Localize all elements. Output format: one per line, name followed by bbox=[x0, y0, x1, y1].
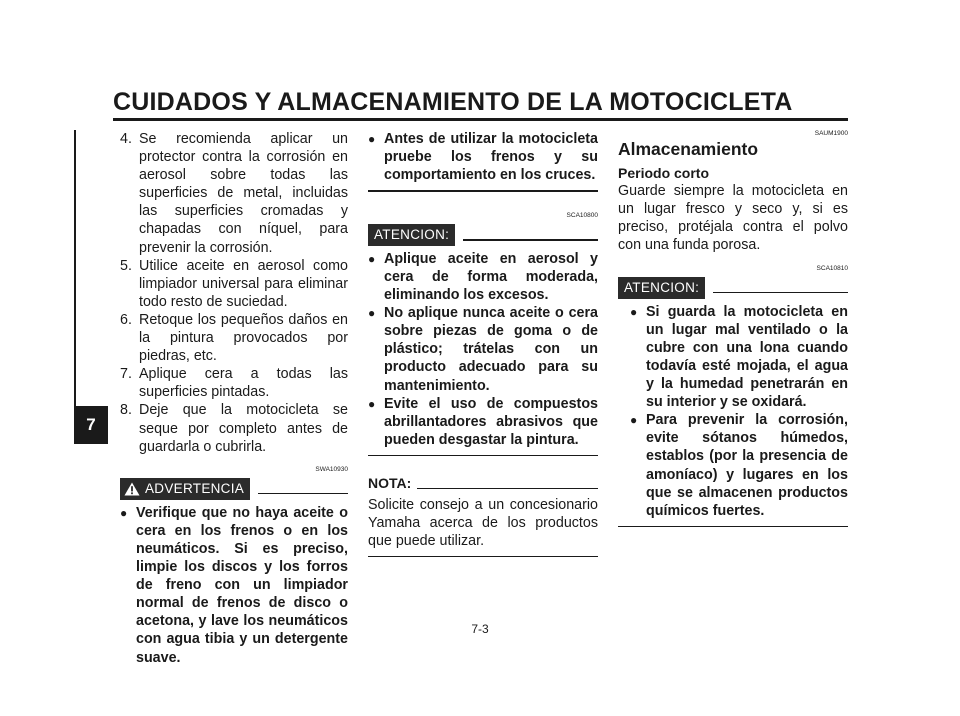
step-text: Se recomienda aplicar un protector contra la corrosión en aerosol sobre todas las superficies de metal, incluidas las superficies cromadas y chapadas con níquel, para prevenir la corrosión. bbox=[139, 131, 348, 256]
bullet-icon: ● bbox=[368, 306, 376, 321]
warning-list-continued bbox=[368, 130, 598, 184]
warning-end-rule bbox=[368, 190, 598, 192]
warning-list bbox=[120, 504, 348, 667]
section-paragraph: Guarde siempre la motocicleta en un lugar fresco y seco y, si es preciso, protéjala contra el polvo con una funda porosa. bbox=[618, 183, 848, 254]
step-text: Aplique cera a todas las superficies pintadas. bbox=[139, 366, 348, 401]
step-number: 6. bbox=[120, 311, 132, 328]
step-item bbox=[120, 130, 348, 257]
warning-item bbox=[368, 130, 598, 184]
warning-label: ADVERTENCIA bbox=[145, 480, 245, 496]
step-text: Utilice aceite en aerosol como limpiador universal para eliminar todo resto de suciedad. bbox=[139, 257, 348, 310]
step-text: Retoque los pequeños daños en la pintura provocados por piedras, etc. bbox=[139, 311, 348, 365]
warning-item-text: Antes de utilizar la motocicleta pruebe los frenos y su comportamiento en los cruces. bbox=[384, 131, 598, 184]
attention-end-rule bbox=[368, 455, 598, 457]
bullet-icon: ● bbox=[120, 505, 128, 520]
attention-item bbox=[630, 411, 848, 520]
note-header bbox=[368, 474, 598, 492]
warning-header-rule bbox=[258, 493, 348, 495]
attention-item bbox=[368, 250, 598, 304]
step-item bbox=[120, 365, 348, 401]
warning-item bbox=[120, 504, 348, 667]
bullet-icon: ● bbox=[630, 413, 638, 428]
step-number: 4. bbox=[120, 131, 132, 147]
section-code: SAUM1900 bbox=[814, 130, 848, 137]
attention-item-text: No aplique nunca aceite o cera sobre piezas de goma o de plástico; trátelas con un producto adecuado para su mantenimiento. bbox=[384, 305, 598, 394]
attention-end-rule bbox=[618, 526, 848, 528]
warning-header bbox=[120, 478, 348, 500]
attention-code: SCA10810 bbox=[816, 264, 848, 272]
page-number: 7-3 bbox=[471, 622, 489, 636]
note-end-rule bbox=[368, 556, 598, 557]
attention-header bbox=[368, 224, 598, 246]
chapter-side-line bbox=[74, 130, 76, 406]
attention-item-text: Aplique aceite en aerosol y cera de forma moderada, eliminando los excesos. bbox=[384, 250, 598, 304]
step-number: 8. bbox=[120, 402, 132, 419]
warning-badge bbox=[120, 478, 250, 500]
attention-item bbox=[630, 303, 848, 412]
subsection-title: Periodo corto bbox=[618, 165, 710, 182]
warning-code: SWA10930 bbox=[315, 465, 348, 473]
note-header-rule bbox=[417, 488, 598, 489]
bullet-icon: ● bbox=[368, 132, 376, 146]
header-rule bbox=[113, 118, 848, 121]
warning-triangle-icon bbox=[124, 482, 140, 496]
attention-label: ATENCION: bbox=[618, 277, 705, 299]
attention-label: ATENCION: bbox=[368, 224, 455, 246]
attention-item-text: Si guarda la motocicleta en un lugar mal ventilado o la cubre con una lona cuando todavía esté mojada, el agua y la humedad penetrarán en su interior y se oxidará. bbox=[646, 303, 848, 411]
step-item bbox=[120, 311, 348, 365]
step-item bbox=[120, 257, 348, 311]
attention-header bbox=[618, 277, 848, 299]
page-header-title: CUIDADOS Y ALMACENAMIENTO DE LA MOTOCICLETA bbox=[113, 88, 793, 116]
attention-item-text: Para prevenir la corrosión, evite sótanos húmedos, establos (por la presencia de amoníaco) y lugares en los que se almacenen productos químicos fuertes. bbox=[646, 412, 848, 519]
chapter-tab: 7 bbox=[74, 406, 108, 444]
note-label: NOTA: bbox=[368, 475, 412, 492]
section-title: Almacenamiento bbox=[618, 139, 759, 159]
attention-header-rule bbox=[713, 292, 848, 294]
attention-item bbox=[368, 395, 598, 449]
column-3 bbox=[618, 130, 848, 527]
step-item bbox=[120, 401, 348, 455]
column-2 bbox=[368, 130, 598, 557]
bullet-icon: ● bbox=[630, 304, 638, 319]
note-text: Solicite consejo a un concesionario Yamaha acerca de los productos que puede utilizar. bbox=[368, 496, 598, 549]
step-text: Deje que la motocicleta se seque por completo antes de guardarla o cubrirla. bbox=[139, 402, 348, 455]
attention-code: SCA10800 bbox=[566, 211, 598, 219]
step-number: 7. bbox=[120, 366, 132, 383]
attention-item bbox=[368, 304, 598, 394]
column-1 bbox=[120, 130, 348, 667]
attention-item-text: Evite el uso de compuestos abrillantadores abrasivos que pueden desgastar la pintura. bbox=[384, 395, 598, 448]
step-number: 5. bbox=[120, 257, 132, 274]
attention-list bbox=[368, 250, 598, 449]
bullet-icon: ● bbox=[368, 396, 376, 411]
warning-item-text: Verifique que no haya aceite o cera en los frenos o en los neumáticos. Si es preciso, limpie los discos y los forros de freno con un limpiador normal de frenos de disco o acetona, y lave los neumáticos con agua tibia y un detergente suave. bbox=[136, 504, 348, 666]
steps-list bbox=[120, 130, 348, 456]
bullet-icon: ● bbox=[368, 251, 376, 266]
attention-list bbox=[618, 303, 848, 520]
attention-header-rule bbox=[463, 239, 598, 241]
